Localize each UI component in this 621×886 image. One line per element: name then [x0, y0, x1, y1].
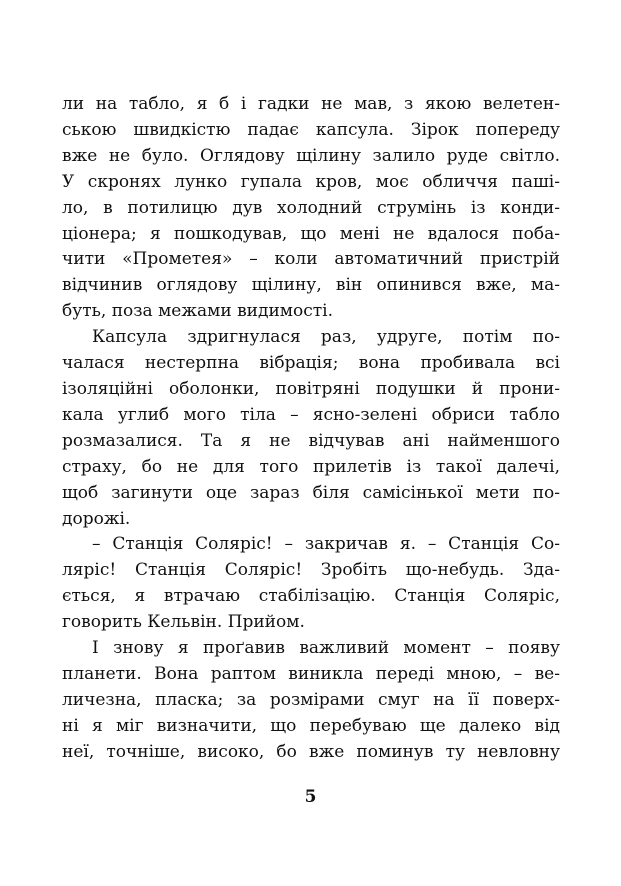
text-line: І знову я проґавив важливий момент – появу [92, 638, 560, 659]
text-line: щоб загинути оце зараз біля самісінької мети по- [62, 482, 560, 503]
text-line: говорить Кельвін. Прийом. [62, 612, 305, 633]
text-line: відчинив оглядову щілину, він опинився вже, ма- [62, 275, 560, 296]
text-line: ли на табло, я б і гадки не мав, з якою велетен- [62, 94, 560, 114]
text-line: ється, я втрачаю стабілізацію. Станція Соляріс, [62, 586, 560, 607]
text-line: – Станція Соляріс! – закричав я. – Станція Со- [92, 534, 560, 555]
text-line: неї, точніше, високо, бо вже поминув ту невловну [62, 741, 560, 762]
text-line: дорожі. [62, 508, 131, 529]
text-line: ціонера; я пошкодував, що мені не вдалося поба- [62, 223, 560, 244]
body-text [62, 92, 560, 766]
text-line: ляріс! Станція Соляріс! Зробіть що-небудь. Зда- [62, 560, 560, 581]
text-line: кала углиб мого тіла – ясно-зелені обриси табло [62, 404, 560, 425]
text-line: ізоляційні оболонки, повітряні подушки й прони- [62, 378, 560, 399]
page-number: 5 [304, 787, 317, 807]
text-line: чалася нестерпна вібрація; вона пробивала всі [62, 353, 560, 374]
text-line: вже не було. Оглядову щілину залило руде світло. [62, 145, 560, 166]
text-line: розмазалися. Та я не відчував ані найменшого [62, 430, 560, 451]
text-line: ні я міг визначити, що перебуваю ще далеко від [62, 715, 560, 736]
text-line: У скронях лунко гупала кров, моє обличчя пашi- [62, 171, 560, 192]
text-line: Капсула здригнулася раз, удруге, потім по- [92, 327, 560, 348]
text-line: ло, в потилицю дув холодний струмінь із конди- [62, 197, 560, 218]
text-line: личезна, пласка; за розмірами смуг на її поверх- [62, 689, 560, 710]
text-line: чити «Прометея» – коли автоматичний пристрій [62, 249, 560, 270]
text-line: буть, поза межами видимості. [62, 301, 334, 322]
text-line: страху, бо не для того прилетів із такої далечі, [62, 456, 560, 477]
text-line: ською швидкістю падає капсула. Зірок попереду [62, 119, 560, 140]
text-line: планети. Вона раптом виникла переді мною, – ве- [62, 663, 560, 684]
